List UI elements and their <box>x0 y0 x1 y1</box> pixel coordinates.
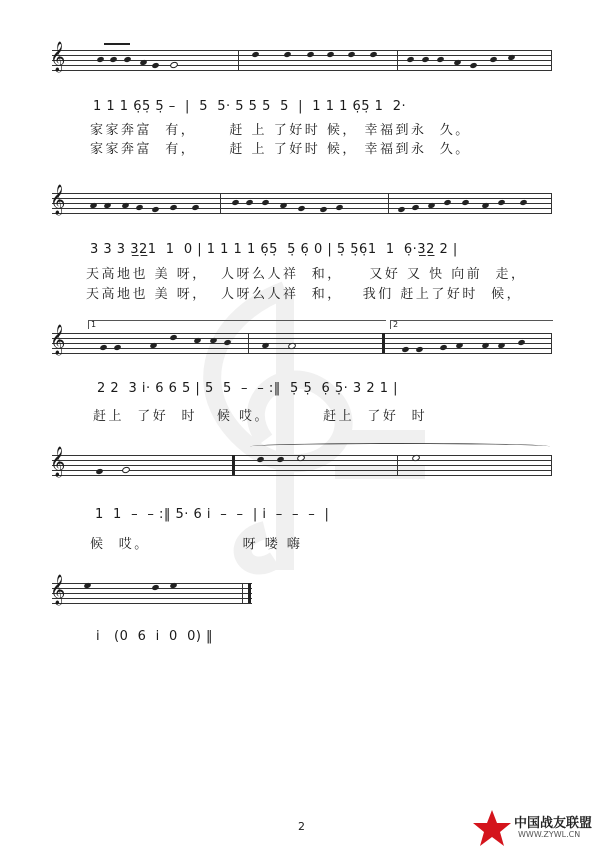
staff-5 <box>50 575 252 605</box>
jianpu-line-5: i (0 6 i 0 0) ‖ <box>96 629 214 644</box>
jianpu-line-4: 1 1 – – :‖ 5· 6 i – – | i – – – | <box>95 507 330 522</box>
logo-name: 中国战友联盟 <box>514 816 593 831</box>
site-logo <box>468 806 603 849</box>
lyric-line-3: 赶上 了好 时 候 哎。 赶上 了好 时 <box>93 409 428 424</box>
page-number: 2 <box>298 820 305 833</box>
volta-2: 2 <box>390 320 553 329</box>
staff-4 <box>50 447 552 477</box>
treble-clef-icon: 𝄞 <box>50 575 66 605</box>
red-star-icon <box>470 808 514 848</box>
volta-1: 1 <box>88 320 386 329</box>
lyric-line-2b: 天高地也 美 呀， 人呀么人祥 和， 我们 赶上了好时 候， <box>86 287 523 302</box>
jianpu-line-3: 2 2 3 i· 6 6 5 | 5 5 – – :‖ 5̣ 5̣ 6̣ 5̣· 3 2 1 | <box>97 381 399 396</box>
logo-url: WWW.ZYWL.CN <box>518 830 581 839</box>
treble-clef-icon: 𝄞 <box>50 447 66 477</box>
treble-clef-icon: 𝄞 <box>50 42 66 72</box>
jianpu-line-1: 1 1 1 6̣5̣ 5̣ – | 5 5· 5 5 5 5 | 1 1 1 6̣5̣ 1 2· <box>93 99 407 114</box>
staff-2 <box>50 185 552 215</box>
lyric-line-2a: 天高地也 美 呀， 人呀么人祥 和， 又好 又 快 向前 走， <box>86 267 527 282</box>
jianpu-line-2: 3 3 3 3̲2̲1 1 0 | 1 1 1 1 6̣5̣ 5̣ 6̣ 0 | 5̣ 5̣6̣1 1 6̣·3̲2̲ 2 | <box>90 242 458 257</box>
lyric-line-1b: 家家奔富 有， 赶 上 了好时 候， 幸福到永 久。 <box>90 142 471 157</box>
staff-1 <box>50 42 552 72</box>
lyric-line-4: 候 哎。 呀 喽 嗨 <box>90 537 303 552</box>
staff-3 <box>50 325 552 355</box>
treble-clef-icon: 𝄞 <box>50 185 66 215</box>
treble-clef-icon: 𝄞 <box>50 325 66 355</box>
lyric-line-1a: 家家奔富 有， 赶 上 了好时 候， 幸福到永 久。 <box>90 123 471 138</box>
